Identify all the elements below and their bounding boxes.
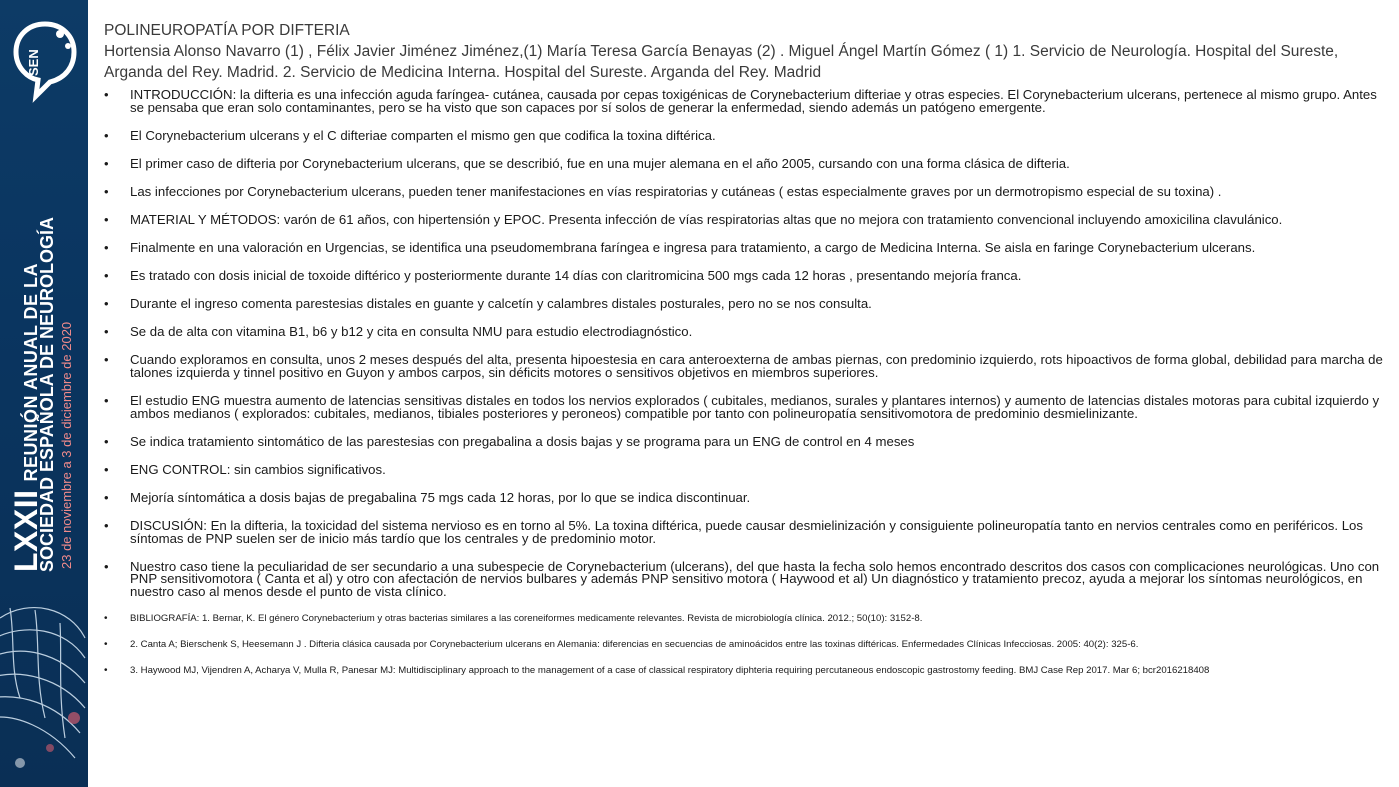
congress-dates: 23 de noviembre a 3 de diciembre de 2020 <box>59 321 74 569</box>
congress-sidebar <box>0 0 88 787</box>
list-item: • El estudio ENG muestra aumento de latencias sensitivas distales en todos los nervios explorados ( cubitales, medianos, surales y plantares internos) y aumento de latencias distales motoras para cubital izquierdo y ambos medianos ( explorados: cubitales, medianos, tibiales posteriores y peroneos) compatible por tanto con polineuropatía sensitivomotora de predominio desmielinizante. <box>104 395 1384 420</box>
list-item: • Cuando exploramos en consulta, unos 2 meses después del alta, presenta hipoestesia en cara anteroexterna de ambas piernas, con predominio izquierdo, rots hipoactivos de forma global, debilidad para marcha de talones izquierda y tinnel positivo en Guyon y ambos carpos, sin déficits motores o sensitivos objetivos en miembros superiores. <box>104 354 1384 379</box>
list-item: • Es tratado con dosis inicial de toxoide diftérico y posteriormente durante 14 días con claritromicina 500 mgs cada 12 horas , presentando mejoría franca. <box>104 270 1384 283</box>
list-item: • MATERIAL Y MÉTODOS: varón de 61 años, con hipertensión y EPOC. Presenta infección de vías respiratorias altas que no mejora con tratamiento convencional incluyendo amoxicilina clavulánico. <box>104 214 1384 227</box>
list-item: • Mejoría síntomática a dosis bajas de pregabalina 75 mgs cada 12 horas, por lo que se indica discontinuar. <box>104 492 1384 505</box>
page-title: POLINEUROPATÍA POR DIFTERIA <box>104 22 350 39</box>
reference-item: • 3. Haywood MJ, Vijendren A, Acharya V, Mulla R, Panesar MJ: Multidisciplinary approach to the management of a case of classical respiratory diphteria requiring percutaneous endoscopic gastrostomy feeding. BMJ Case Rep 2017. Mar 6; bcr2016218408 <box>104 666 1384 676</box>
list-item: • Nuestro caso tiene la peculiaridad de ser secundario a una subespecie de Corynebacterium (ulcerans), del que hasta la fecha solo hemos encontrado descritos dos casos con complicaciones neurológicas. Uno con PNP sensitivomotora ( Canta et al) y otro con afectación de nervios bulbares y además PNP sensitivo motora ( Haywood et al) Un diagnóstico y tratamiento precoz, ayuda a mejorar los síntomas neurológicos, en nuestro caso al menos desde el punto de vista clínico. <box>104 561 1384 599</box>
congress-line2: SOCIEDAD ESPAÑOLA DE NEUROLOGÍA <box>37 216 57 572</box>
brain-illustration <box>0 598 88 778</box>
sen-logo <box>10 16 80 106</box>
list-item: • ENG CONTROL: sin cambios significativos. <box>104 464 1384 477</box>
congress-number: LXXII <box>8 489 44 572</box>
list-item: • El Corynebacterium ulcerans y el C difteriae comparten el mismo gen que codifica la toxina diftérica. <box>104 130 1384 143</box>
list-item: • El primer caso de difteria por Corynebacterium ulcerans, que se describió, fue en una mujer alemana en el año 2005, cursando con una forma clásica de difteria. <box>104 158 1384 171</box>
body-list <box>104 89 1384 676</box>
congress-line1: REUNIÓN ANUAL DE LA <box>21 262 41 482</box>
logo-text: SEN <box>26 49 41 76</box>
list-item: • Se indica tratamiento sintomático de las parestesias con pregabalina a dosis bajas y se programa para un ENG de control en 4 meses <box>104 436 1384 449</box>
list-item: • Se da de alta con vitamina B1, b6 y b12 y cita en consulta NMU para estudio electrodiagnóstico. <box>104 326 1384 339</box>
list-item: • INTRODUCCIÓN: la difteria es una infección aguda faríngea- cutánea, causada por cepas toxigénicas de Corynebacterium difteriae y otras especies. El Corynebacterium ulcerans, pertenece al mismo grupo. Antes se pensaba que eran solo contaminantes, pero se ha visto que son capaces por sí solos de generar la enfermedad, siendo además un patógeno emergente. <box>104 89 1384 114</box>
reference-item: • 2. Canta A; Bierschenk S, Heesemann J . Difteria clásica causada por Corynebacterium ulcerans en Alemania: diferencias en secuencias de aminoácidos entre las toxinas diftéricas. Enfermedades Clínicas Infecciosas. 2005: 40(2): 325-6. <box>104 640 1384 650</box>
list-item: • Finalmente en una valoración en Urgencias, se identifica una pseudomembrana faríngea e ingresa para tratamiento, a cargo de Medicina Interna. Se aisla en faringe Corynebacterium ulcerans. <box>104 242 1384 255</box>
authors: Hortensia Alonso Navarro (1) , Félix Javier Jiménez Jiménez,(1) María Teresa García Benayas (2) . Miguel Ángel Martín Gómez ( 1) 1. Servicio de Neurología. Hospital del Sureste, Arganda del Rey. Madrid. 2. Servicio de Medicina Interna. Hospital del Sureste. Arganda del Rey. Madrid <box>104 43 1339 81</box>
list-item: • DISCUSIÓN: En la difteria, la toxicidad del sistema nervioso es en torno al 5%. La toxina diftérica, puede causar desmielinización y consiguiente polineuropatía tanto en nervios centrales como en periféricos. Los síntomas de PNP suelen ser de inicio más tardío que los centrales y de predominio motor. <box>104 520 1384 545</box>
list-item: • Las infecciones por Corynebacterium ulcerans, pueden tener manifestaciones en vías respiratorias y cutáneas ( estas especialmente graves por un dermotropismo especial de su toxina) . <box>104 186 1384 199</box>
list-item: • Durante el ingreso comenta parestesias distales en guante y calcetín y calambres distales posturales, pero no se nos consulta. <box>104 298 1384 311</box>
poster-content <box>104 21 1384 692</box>
reference-item: • BIBLIOGRAFÍA: 1. Bernar, K. El género Corynebacterium y otras bacterias similares a las coreneiformes medicamente relevantes. Revista de microbiología clínica. 2012.; 50(10): 3152-8. <box>104 614 1384 624</box>
